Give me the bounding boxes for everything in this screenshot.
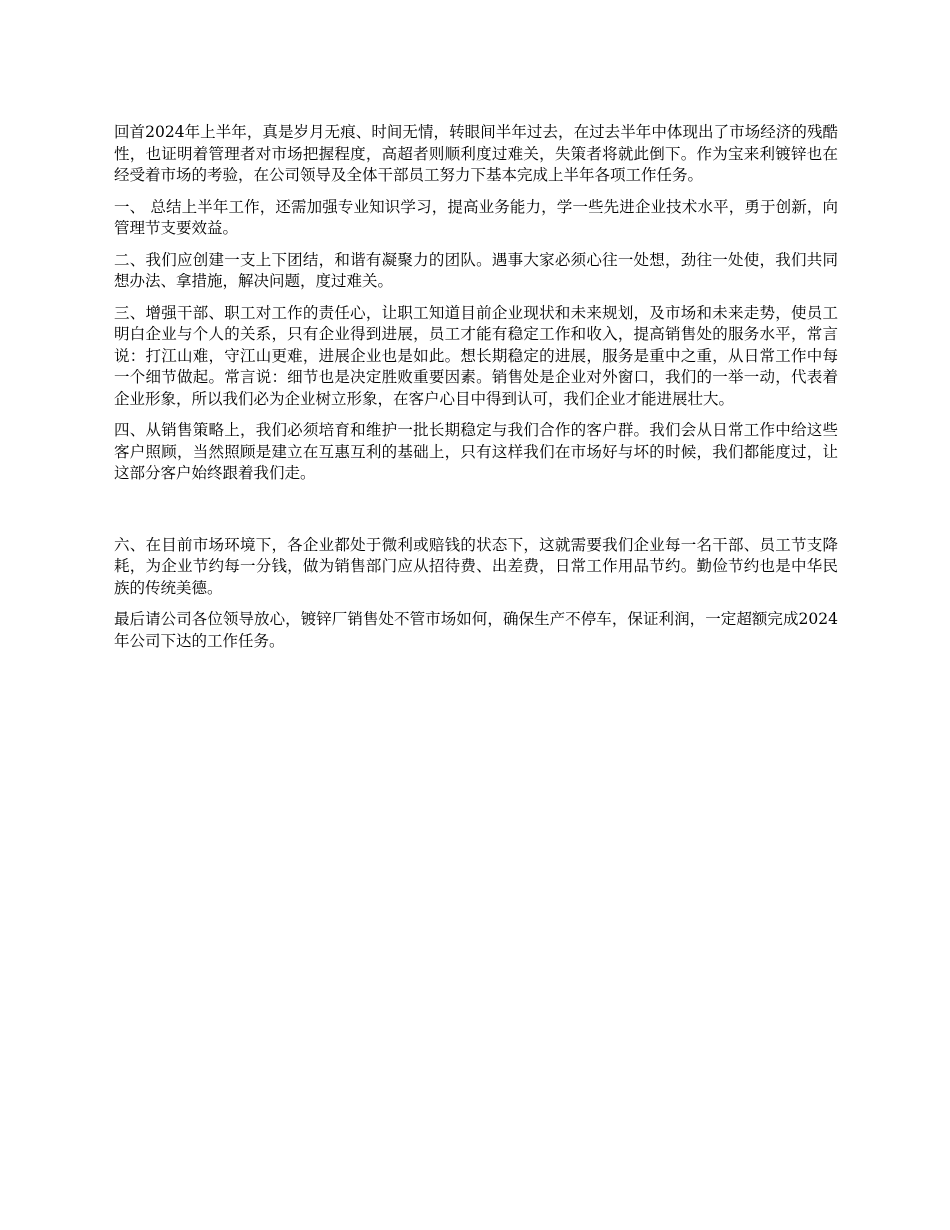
blank-gap bbox=[114, 495, 838, 535]
paragraph-intro: 回首2024年上半年，真是岁月无痕、时间无情，转眼间半年过去，在过去半年中体现出了市场经济的残酷性，也证明着管理者对市场把握程度，高超者则顺利度过难关，失策者将就此倒下。作为宝来利镀锌也在经受着市场的考验，在公司领导及全体干部员工努力下基本完成上半年各项工作任务。 bbox=[114, 123, 838, 184]
paragraph-point-1: 一、 总结上半年工作，还需加强专业知识学习，提高业务能力，学一些先进企业技术水平，勇于创新，向管理节支要效益。 bbox=[114, 197, 838, 237]
paragraph-closing: 最后请公司各位领导放心，镀锌厂销售处不管市场如何，确保生产不停车，保证利润，一定超额完成2024年公司下达的工作任务。 bbox=[114, 610, 838, 650]
document-body bbox=[114, 122, 838, 662]
paragraph-point-4: 四、从销售策略上，我们必须培育和维护一批长期稳定与我们合作的客户群。我们会从日常工作中给这些客户照顾，当然照顾是建立在互惠互利的基础上，只有这样我们在市场好与坏的时候，我们都能度过，让这部分客户始终跟着我们走。 bbox=[114, 421, 838, 482]
paragraph-point-2: 二、我们应创建一支上下团结，和谐有凝聚力的团队。遇事大家必须心往一处想，劲往一处使，我们共同想办法、拿措施，解决问题，度过难关。 bbox=[114, 250, 838, 290]
paragraph-point-3: 三、增强干部、职工对工作的责任心，让职工知道目前企业现状和未来规划，及市场和未来走势，使员工明白企业与个人的关系，只有企业得到进展，员工才能有稳定工作和收入，提高销售处的服务水平，常言说：打江山难，守江山更难，进展企业也是如此。想长期稳定的进展，服务是重中之重，从日常工作中每一个细节做起。常言说：细节也是决定胜败重要因素。销售处是企业对外窗口，我们的一举一动，代表着企业形象，所以我们必为企业树立形象，在客户心目中得到认可，我们企业才能进展壮大。 bbox=[114, 303, 838, 408]
paragraph-point-6: 六、在目前市场环境下，各企业都处于微利或赔钱的状态下，这就需要我们企业每一名干部、员工节支降耗，为企业节约每一分钱，做为销售部门应从招待费、出差费，日常工作用品节约。勤俭节约也是中华民族的传统美德。 bbox=[114, 535, 838, 597]
